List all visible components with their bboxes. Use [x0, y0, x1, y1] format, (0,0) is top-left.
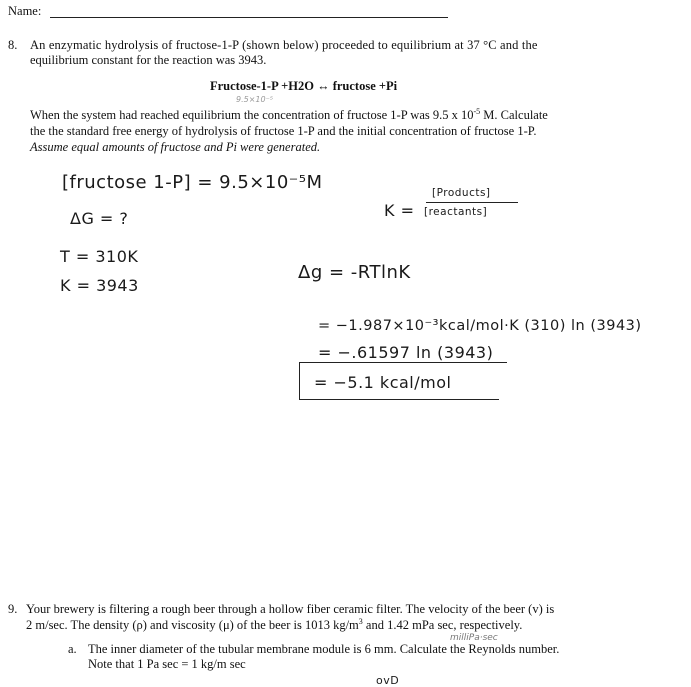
q9-line2-exp: 3	[358, 616, 363, 626]
q9-number: 9.	[8, 602, 18, 616]
q8-body2: the the standard free energy of hydrolysis of fructose 1-P and the initial concentration of fructose 1-P.	[30, 124, 537, 138]
q9-note-above: milliPa·sec	[450, 633, 498, 643]
work-temp: T = 310K	[60, 247, 139, 266]
q8-number: 8.	[8, 38, 18, 52]
work-answer: = −5.1 kcal/mol	[314, 373, 452, 392]
q8-body1-exp: -5	[473, 106, 481, 116]
q8-line2: equilibrium constant for the reaction was 3943.	[30, 53, 267, 67]
work-dg-formula: Δg = -RTlnK	[298, 262, 411, 283]
work-step1: = −1.987×10⁻³kcal/mol·K (310) ln (3943)	[318, 318, 642, 334]
q9-cut-off-text: ovD	[376, 674, 400, 687]
work-k-val: K = 3943	[60, 276, 139, 295]
q8-line1: An enzymatic hydrolysis of fructose-1-P (shown below) proceeded to equilibrium at 37 °C and the	[30, 38, 538, 52]
work-given-conc: [fructose 1-P] = 9.5×10⁻⁵M	[62, 172, 323, 193]
work-delta-g: ΔG = ?	[70, 209, 129, 228]
q9-line2	[26, 618, 522, 633]
q8-body1	[30, 108, 548, 123]
q9-line1: Your brewery is filtering a rough beer through a hollow fiber ceramic filter. The velocity of the beer (v) is	[26, 602, 555, 616]
q9-part-a-line1: The inner diameter of the tubular membrane module is 6 mm. Calculate the Reynolds number.	[88, 642, 560, 656]
q8-body3: Assume equal amounts of fructose and Pi were generated.	[30, 140, 321, 154]
name-label: Name:	[8, 4, 42, 18]
q8-reaction: Fructose-1-P +H2O ↔ fructose +Pi	[210, 79, 398, 93]
name-line	[50, 17, 448, 18]
fraction-line	[426, 202, 518, 203]
q9-line2-pre: 2 m/sec. The density (ρ) and viscosity (μ) of the beer is 1013 kg/m	[26, 618, 359, 632]
q9-line2-post: and 1.42 mPa sec, respectively.	[362, 618, 523, 632]
q8-body1-post: M. Calculate	[480, 108, 548, 122]
work-k-denominator: [reactants]	[424, 206, 488, 218]
q9-part-a-line2: Note that 1 Pa sec = 1 kg/m sec	[88, 657, 246, 671]
q8-body1-pre: When the system had reached equilibrium the concentration of fructose 1-P was 9.5 x 10	[30, 108, 474, 122]
work-step2: = −.61597 ln (3943)	[318, 343, 494, 362]
work-k-numerator: [Products]	[432, 187, 491, 199]
work-k-eq-lhs: K =	[384, 201, 415, 220]
q9-part-a-label: a.	[68, 642, 77, 656]
q8-note-above: 9.5×10⁻⁵	[236, 95, 274, 104]
answer-box-bottom	[299, 399, 499, 400]
